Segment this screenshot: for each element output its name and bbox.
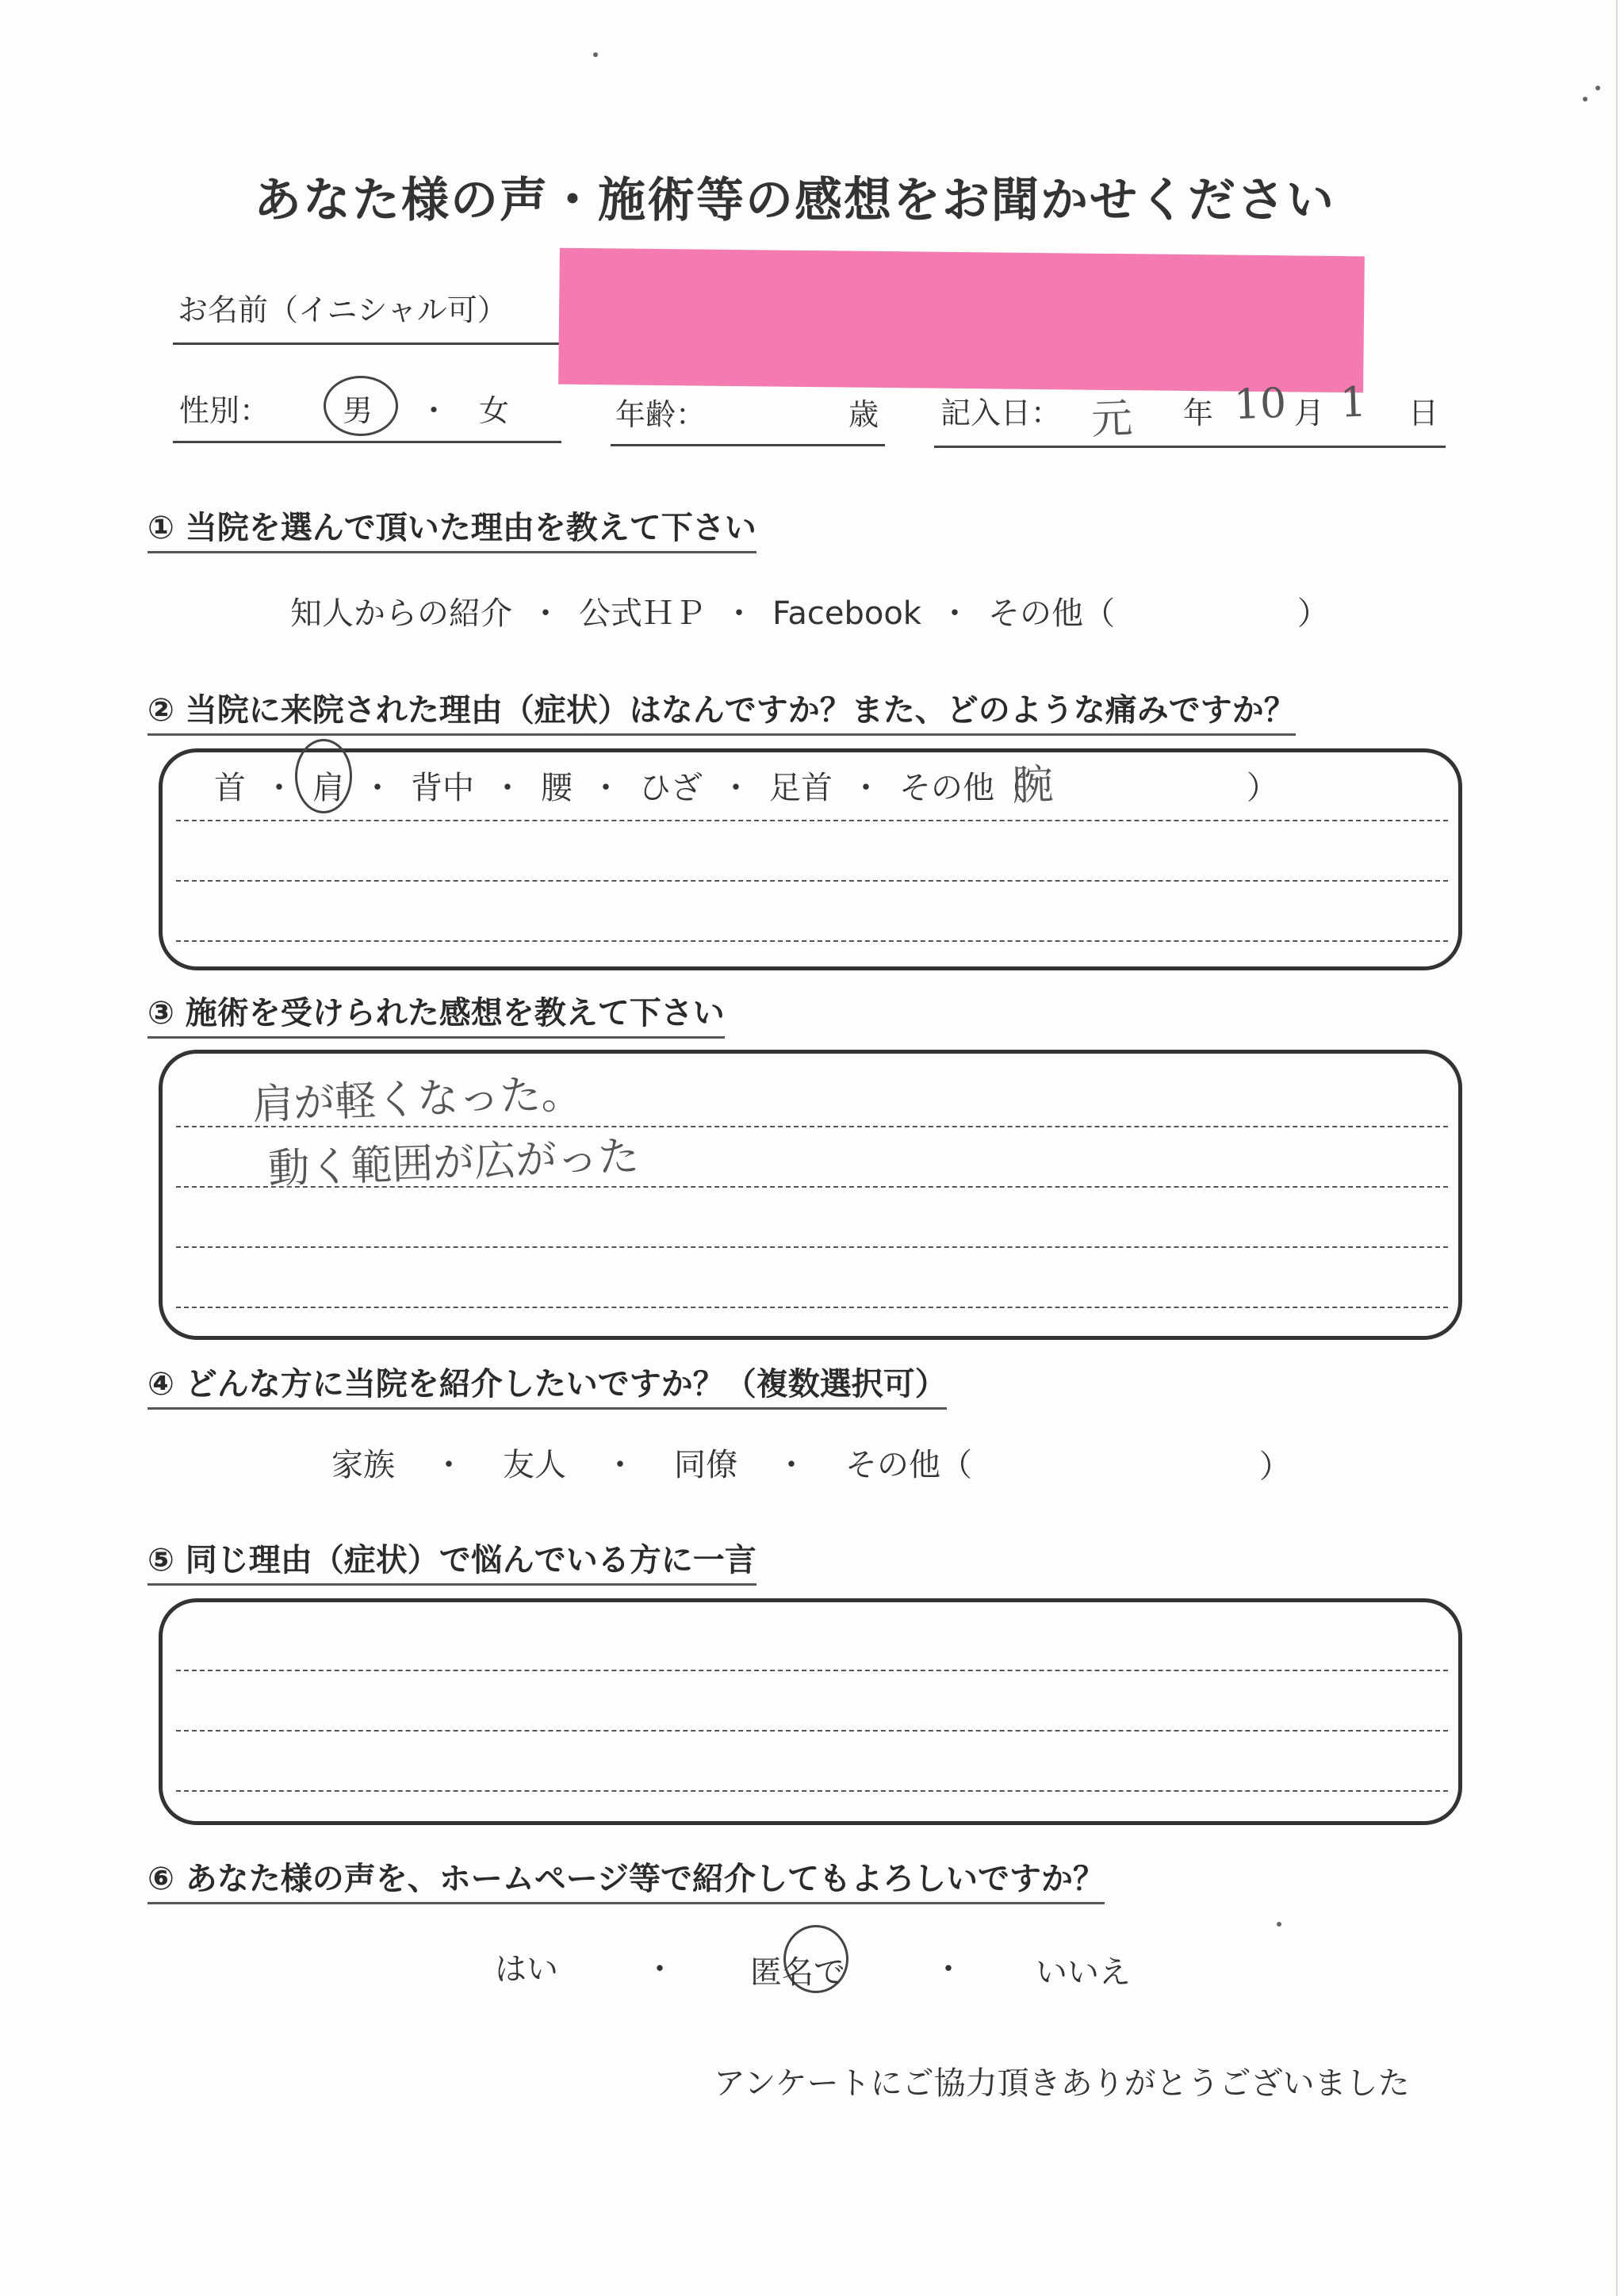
q4-option-family[interactable]: 家族 (331, 1447, 395, 1483)
date-month-unit: 月 (1294, 396, 1325, 430)
q2-option-knee[interactable]: ひざ (639, 770, 703, 806)
separator: ・ (644, 1951, 676, 1988)
scan-speck (1277, 1922, 1281, 1927)
date-underline (934, 446, 1446, 448)
gender-separator: ・ (419, 393, 450, 428)
date-era-handwritten: 元 (1090, 395, 1134, 444)
q4-close-paren: ） (1259, 1448, 1291, 1485)
q2-dashed-line (176, 820, 1448, 821)
separator: ・ (433, 1447, 465, 1483)
q6-option-yes[interactable]: はい (495, 1951, 558, 1988)
separator: ・ (590, 770, 622, 806)
q1-close-paren: ） (1297, 595, 1329, 632)
q2-title: ② 当院に来院された理由（症状）はなんですか？また、どのような痛みですか？ (147, 685, 1296, 736)
separator: ・ (850, 770, 882, 806)
q3-title: ③ 施術を受けられた感想を教えて下さい (147, 988, 725, 1039)
date-day-unit: 日 (1408, 396, 1439, 430)
gender-male[interactable]: 男 (343, 393, 373, 428)
q4-option-coworker[interactable]: 同僚 (674, 1447, 737, 1483)
q2-options (214, 763, 1026, 808)
q1-title: ① 当院を選んで頂いた理由を教えて下さい (147, 503, 756, 553)
age-unit: 歳 (848, 397, 879, 432)
q3-dashed-line (176, 1307, 1448, 1308)
date-label: 記入日： (940, 396, 1062, 430)
scan-speck (593, 52, 598, 57)
q3-handwritten-line-2: 動く範囲が広がった (267, 1132, 641, 1194)
q5-dashed-line (176, 1670, 1448, 1671)
q3-dashed-line (176, 1126, 1448, 1127)
q6-option-no[interactable]: いいえ (1036, 1954, 1131, 1991)
q2-option-shoulder[interactable]: 肩 (312, 770, 344, 806)
q5-dashed-line (176, 1790, 1448, 1792)
separator: ・ (362, 770, 393, 806)
q3-handwritten-line-1: 肩が軽くなった。 (251, 1070, 584, 1130)
q2-option-ankle[interactable]: 足首 (769, 770, 833, 806)
age-underline (611, 444, 885, 446)
q1-option-website[interactable]: 公式ＨＰ (579, 595, 706, 632)
scan-speck (1595, 86, 1600, 90)
q2-option-other[interactable]: その他（ (899, 770, 1026, 806)
q2-option-lower-back[interactable]: 腰 (541, 770, 573, 806)
q5-dashed-line (176, 1730, 1448, 1732)
q1-options (290, 588, 1115, 633)
separator: ・ (933, 1951, 964, 1988)
separator: ・ (723, 595, 755, 632)
separator: ・ (720, 770, 752, 806)
separator: ・ (530, 595, 561, 632)
q4-title: ④ どんな方に当院を紹介したいですか？（複数選択可） (147, 1359, 947, 1410)
q2-close-paren: ） (1247, 770, 1278, 806)
separator: ・ (776, 1447, 807, 1483)
age-label: 年齢： (615, 397, 707, 432)
q2-option-neck[interactable]: 首 (214, 770, 246, 806)
q4-option-other[interactable]: その他（ (845, 1447, 972, 1483)
q1-option-acquaintance[interactable]: 知人からの紹介 (290, 595, 512, 632)
scan-right-edge (1616, 0, 1618, 2296)
separator: ・ (938, 595, 971, 632)
q2-option-back[interactable]: 背中 (411, 770, 474, 806)
thank-you-message: アンケートにご協力頂きありがとうございました (714, 2065, 1410, 2102)
q1-option-other[interactable]: その他（ (987, 595, 1115, 632)
separator: ・ (263, 770, 295, 806)
gender-female[interactable]: 女 (479, 393, 510, 428)
gender-underline (173, 441, 561, 443)
q3-dashed-line (176, 1186, 1448, 1188)
q2-dashed-line (176, 940, 1448, 942)
q3-dashed-line (176, 1246, 1448, 1248)
date-month-handwritten: 10 (1232, 379, 1288, 430)
gender-label: 性別： (179, 393, 270, 428)
q6-title: ⑥ あなた様の声を、ホームページ等で紹介してもよろしいですか？ (147, 1854, 1105, 1904)
q4-options (331, 1440, 972, 1485)
date-day-handwritten: 1 (1339, 378, 1368, 427)
q6-option-anonymous[interactable]: 匿名で (750, 1954, 845, 1991)
name-redaction (558, 248, 1365, 393)
form-title: あなた様の声・施術等の感想をお聞かせください (254, 173, 1335, 228)
date-year-unit: 年 (1183, 396, 1214, 430)
q5-title: ⑤ 同じ理由（症状）で悩んでいる方に一言 (147, 1535, 756, 1586)
q2-dashed-line (176, 880, 1448, 882)
separator: ・ (492, 770, 523, 806)
q4-option-friend[interactable]: 友人 (503, 1447, 566, 1483)
scan-speck (1583, 97, 1588, 101)
name-label: お名前（イニシャル可） (178, 293, 508, 327)
separator: ・ (604, 1447, 636, 1483)
q2-other-handwritten: 腕 (1011, 761, 1055, 810)
q1-option-facebook[interactable]: Facebook (772, 595, 921, 632)
